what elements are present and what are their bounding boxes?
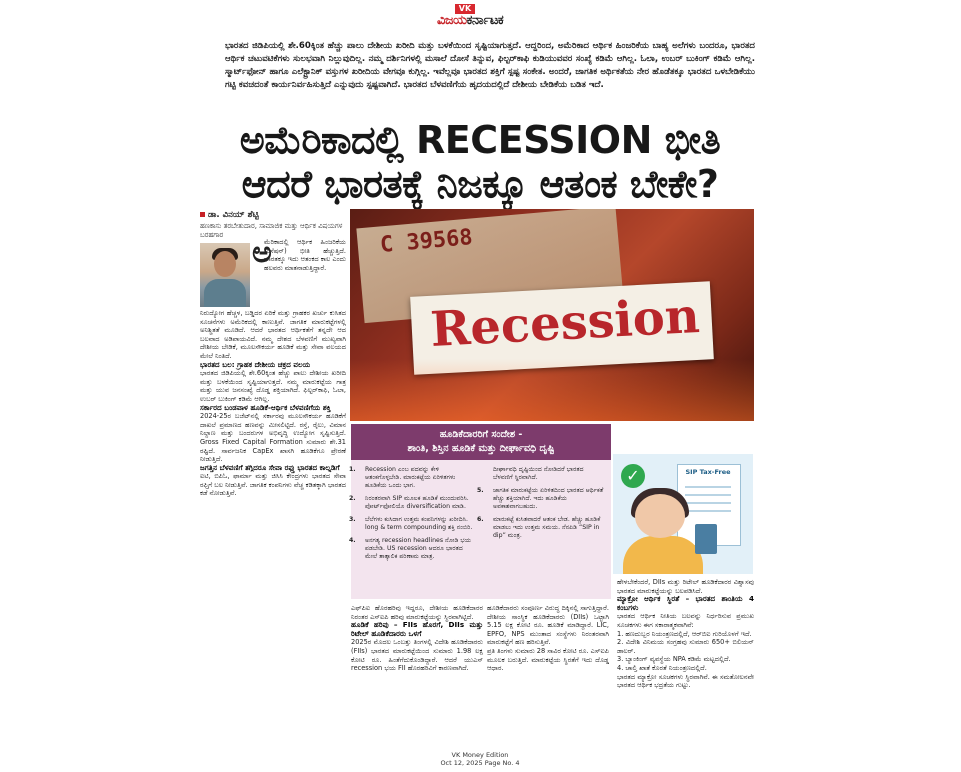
list-item: 2. ವಿದೇಶಿ ವಿನಿಮಯ ಸಂಗ್ರಹವು ಸುಮಾರು 650+ ಬಿಲಿಯನ್ ಡಾಲರ್. <box>617 638 754 655</box>
tips-left-column <box>349 466 477 566</box>
sip-illustration <box>613 454 753 574</box>
author-byline <box>200 210 345 240</box>
subheading: ಹೂಡಿಕೆ ಹರಿವು – FIIs ಹೊರಗೆ, DIIs ಮತ್ತು ರಿಟೇಲ್ ಹೂಡಿಕೆದಾರರು ಒಳಗೆ <box>351 620 483 638</box>
tip-item: 6. ಮಾರುಕಟ್ಟೆ ಕುಸಿತವಾದರೆ ಆತಂಕ ಬೇಡ. ಹೆಚ್ಚು ಹೂಡಿಕೆ ಮಾಡಲು ಇದು ಉತ್ತಮ ಸಮಯ. ನೆನಪಿಡಿ “SIP in dip” ಮಂತ್ರ. <box>477 516 601 539</box>
author-photo <box>200 243 250 307</box>
headline-line-1: ಅಮೆರಿಕಾದಲ್ಲಿ RECESSION ಭೀತಿ <box>239 118 721 162</box>
tips-heading: ಹೂಡಿಕೆದಾರರಿಗೆ ಸಂದೇಶ - ಶಾಂತಿ, ಶಿಸ್ತಿನ ಹೂಡಿಕೆ ಮತ್ತು ದೀರ್ಘಾವಧಿ ದೃಷ್ಟಿ <box>351 424 611 460</box>
recession-word: Recession <box>429 287 701 359</box>
page-footer <box>430 752 530 767</box>
edition-label: VK Money Edition <box>451 751 509 759</box>
subheading: ಭಾರತದ ಬಲ: ಗ್ರಾಹಕ ದೇಶೀಯ ಚಕ್ರದ ವಲಯ <box>200 359 311 369</box>
tip-item: 3. ಬೆಲೆಗಳು ಕುಸಿದಾಗ ಉತ್ತಮ ಕಂಪನಿಗಳನ್ನು ಖರೀದಿಸಿ. long & term compounding ಶಕ್ತಿ ನಂಬಿರಿ. <box>349 516 473 531</box>
article-lead-text: ಮೆರಿಕಾದಲ್ಲಿ ಆರ್ಥಿಕ ಹಿಂಜರಿಕೆಯ (ರಿಸೆಷನ್) ಭೀತಿ ಹೆಚ್ಚುತ್ತಿದೆ. ಭಾರತಕ್ಕೂ ಇದು ಆತಂಕದ ಕಾಲ ಎಂದು ಹಲವರು ಮಾತನಾಡುತ್ತಿದ್ದಾರೆ. <box>264 238 346 272</box>
sip-label: SIP Tax-Free <box>685 468 731 476</box>
paragraph: ಭಾರತದ ಮ್ಯಾಕ್ರೋ ಸೂಚಕಗಳು ಸ್ಥಿರವಾಗಿವೆ. ಈ ಸಮತೋಲನವೇ ಭಾರತದ ಆರ್ಥಿಕ ಭದ್ರತೆಯ ಗುಟ್ಟು. <box>617 672 754 690</box>
recession-photo <box>350 209 754 421</box>
checkmark-icon: ✓ <box>621 464 645 488</box>
logo-wordmark <box>437 13 503 28</box>
paragraph: ಪ್ರತಿ ತಿಂಗಳು ಸುಮಾರು 28 ಸಾವಿರ ಕೋಟಿ ರೂ. ಎಸ್‌ಐಪಿ ಮೂಲಕ ಬರುತ್ತಿದೆ. ಮಾರುಕಟ್ಟೆಯ ಸ್ಥಿರತೆಗೆ ಇದು ದೊಡ್ಡ ಆಧಾರ. <box>487 646 609 673</box>
investor-tips-box <box>351 424 611 599</box>
paragraph: ಎಫ್‌ಪಿಐ ಹೊರಹರಿವು ಇದ್ದರೂ, ದೇಶೀಯ ಹೂಡಿಕೆದಾರರ ನಿರಂತರ ಎಸ್‌ಐಪಿ ಹರಿವು ಮಾರುಕಟ್ಟೆಯನ್ನು ಸ್ಥಿರವಾಗಿಟ್ಟಿದೆ. <box>351 604 483 621</box>
tips-right-column <box>477 466 605 545</box>
article-column-3 <box>487 604 609 759</box>
logo-name-b: ಕರ್ನಾಟಕ <box>466 13 504 28</box>
logo-vk-badge: VK <box>455 4 475 14</box>
paragraph: ನಿರುದ್ಯೋಗ ಹೆಚ್ಚಳ, ಬಡ್ಡಿದರ ಏರಿಕೆ ಮತ್ತು ಗ್ರಾಹಕರ ಖರ್ಚು ಕುಸಿತದ ಸೂಚನೆಗಳು ಅಮೆರಿಕದಲ್ಲಿ ಕಾಣುತ್ತಿವೆ. ಜಾಗತಿಕ ಮಾರುಕಟ್ಟೆಗಳಲ್ಲಿ ಅನಿಶ್ಚಿತತೆ ಮೂಡಿದೆ. ಆದರೆ ಭಾರತದ ಆರ್ಥಿಕತೆಗೆ ತನ್ನದೇ ಆದ ಬಲವಾದ ಅಡಿಪಾಯವಿದೆ. ನಮ್ಮ ದೇಶದ ಬೆಳವಣಿಗೆ ಮುಖ್ಯವಾಗಿ ದೇಶೀಯ ಬೇಡಿಕೆ, ಮೂಲಸೌಕರ್ಯ ಹೂಡಿಕೆ ಮತ್ತು ಸೇವಾ ವಲಯದ ಮೇಲೆ ನಿಂತಿದೆ. <box>200 309 346 360</box>
tip-item: 1. Recession ಎಂಬ ಪದವನ್ನು ಕೇಳಿ ಆತಂಕಗೊಳ್ಳಬೇಡಿ. ಮಾರುಕಟ್ಟೆಯ ಏರಿಳಿತಗಳು ಹೂಡಿಕೆಯ ಒಂದು ಭಾಗ. <box>349 466 456 489</box>
list-item: 1. ಹಣದುಬ್ಬರ ನಿಯಂತ್ರಣದಲ್ಲಿದೆ, ಆರ್‌ಬಿಐ ಗುರಿಯೊಳಗೆ ಇದೆ. <box>617 629 752 638</box>
tip-item: 2. ನಿರಂತರವಾಗಿ SIP ಮೂಲಕ ಹೂಡಿಕೆ ಮುಂದುವರಿಸಿ. ಪೋರ್ಟ್‌ಫೋಲಿಯೊ diversification ಮಾಡಿ. <box>349 495 469 510</box>
logo-name-a: ವಿಜಯ <box>437 13 467 28</box>
tip-item: ದೀರ್ಘಾವಧಿ ದೃಷ್ಟಿಯಿಂದ ನೋಡಿದರೆ ಭಾರತದ ಬೆಳವಣಿಗೆ ಸ್ಥಿರವಾಗಿದೆ. <box>493 466 584 481</box>
banknote-serial: C 39568 <box>379 225 474 258</box>
list-item: 3. ಬ್ಯಾಂಕಿಂಗ್ ವ್ಯವಸ್ಥೆಯ NPA ಕಡಿಮೆ ಮಟ್ಟದಲ್ಲಿದೆ. <box>617 655 731 664</box>
woman-figure <box>623 536 703 574</box>
author-description: ಹಣಕಾಸು ತರಬೇತುದಾರ, ಸಾಮಾಜಿಕ ಮತ್ತು ಆರ್ಥಿಕ ವಿಷಯಗಳ ಬರಹಗಾರ <box>200 222 343 239</box>
date-page-label: Oct 12, 2025 Page No. 4 <box>440 758 520 767</box>
paragraph: 2024-25ರ ಬಜೆಟ್‌ನಲ್ಲಿ ಸರ್ಕಾರವು ಮೂಲಸೌಕರ್ಯ ಹೂಡಿಕೆಗೆ ದಾಖಲೆ ಪ್ರಮಾಣದ ಹಣವನ್ನು ಮೀಸಲಿಟ್ಟಿದೆ. ರಸ್ತೆ, ರೈಲು, ವಿಮಾನ ನಿಲ್ದಾಣ ಮತ್ತು ಬಂದರುಗಳ ಅಭಿವೃದ್ಧಿ ಉದ್ಯೋಗ ಸೃಷ್ಟಿಸುತ್ತಿದೆ. Gross Fixed Capital Formation ಸುಮಾರು ಶೇ.31 ರಷ್ಟಿದೆ. ಸಾರ್ವಜನಿಕ CapEx ಖಾಸಗಿ ಹೂಡಿಕೆಗೂ ಪ್ರೇರಣೆ ನೀಡುತ್ತಿದೆ. <box>200 412 346 464</box>
fire-glow <box>350 359 754 421</box>
tip-item: 4. ಅನಗತ್ಯ recession headlines ನೋಡಿ ಭಯ ಪಡಬೇಡಿ. US recession ಆದರೂ ಭಾರತದ ಮೇಲೆ ತಾತ್ಕಾಲಿಕ ಪರಿಣಾಮ ಮಾತ್ರ. <box>349 537 472 560</box>
paragraph: ಹೂಡಿಕೆದಾರರು ಸಂಪೂರ್ಣ ವಿರುದ್ಧ ದಿಕ್ಕಿನಲ್ಲಿ ಸಾಗುತ್ತಿದ್ದಾರೆ. ದೇಶೀಯ ಸಾಂಸ್ಥಿಕ ಹೂಡಿಕೆದಾರರು (DIIs) ಒಟ್ಟಾಗಿ 5.15 ಲಕ್ಷ ಕೋಟಿ ರೂ. ಹೂಡಿಕೆ ಮಾಡಿದ್ದಾರೆ. LIC, EPFO, NPS ಮುಂತಾದ ಸಂಸ್ಥೆಗಳು ನಿರಂತರವಾಗಿ ಮಾರುಕಟ್ಟೆಗೆ ಹಣ ಹರಿಸುತ್ತಿವೆ. <box>487 604 609 647</box>
article-column-2 <box>351 604 483 759</box>
masthead-logo <box>437 4 527 32</box>
list-item: 4. ಚಾಲ್ತಿ ಖಾತೆ ಕೊರತೆ ನಿಯಂತ್ರಣದಲ್ಲಿದೆ. <box>617 663 707 672</box>
article-column-4 <box>617 578 754 758</box>
calculator-icon <box>695 524 717 554</box>
paragraph: ಭಾರತದ ಜಿಡಿಪಿಯಲ್ಲಿ ಶೇ.60ಕ್ಕಿಂತ ಹೆಚ್ಚು ಪಾಲು ದೇಶೀಯ ಖರೀದಿ ಮತ್ತು ಬಳಕೆಯಿಂದ ಸೃಷ್ಟಿಯಾಗುತ್ತದೆ. ನಮ್ಮ ಮಾರುಕಟ್ಟೆಯ ಗಾತ್ರ ಮತ್ತು ಯುವ ಜನಸಂಖ್ಯೆ ದೊಡ್ಡ ಶಕ್ತಿಯಾಗಿದೆ. ಫಿಲ್ಟರ್‌ಕಾಫಿ, ಓಲಾ, ಉಬರ್ ಬುಕಿಂಗ್ ಕಡಿಮೆ ಆಗಿಲ್ಲ. <box>200 369 346 403</box>
subheading: ಜಗತ್ತಿನ ಬೆಳವಣಿಗೆ ತಗ್ಗಿದರೂ ಸೇವಾ ರಫ್ತು ಭಾರತದ ಕಾಲ್ನಡಿಗೆ <box>200 462 340 472</box>
tip-item: 5. ಜಾಗತಿಕ ಮಾರುಕಟ್ಟೆಯ ಏರಿಳಿತದಿಂದ ಭಾರತದ ಆರ್ಥಿಕತೆ ಹೆಚ್ಚು ಶಕ್ತಿಯಾಗಿದೆ. ಇದು ಹೂಡಿಕೆಯ ಅವಕಾಶವಾಗಬಹುದು. <box>477 487 604 510</box>
headline-line-2: ಆದರೆ ಭಾರತಕ್ಕೆ ನಿಜಕ್ಕೂ ಆತಂಕ ಬೇಕೇ? <box>241 162 719 206</box>
article-column-1 <box>200 309 346 759</box>
paragraph: ಭಾರತದ ಆರ್ಥಿಕ ನೀತಿಯ ಬಲವನ್ನು ನಿರ್ಧರಿಸುವ ಪ್ರಮುಖ ಸೂಚಕಗಳು ಈಗ ಸಕಾರಾತ್ಮಕವಾಗಿವೆ: <box>617 612 754 629</box>
author-name: ಡಾ. ವಿನಯ್ ಶೆಟ್ಟಿ <box>200 210 345 220</box>
paragraph: 2025ರ ಮೊದಲ ಒಂಬತ್ತು ತಿಂಗಳಲ್ಲಿ ವಿದೇಶಿ ಹೂಡಿಕೆದಾರರು (FIIs) ಭಾರತದ ಮಾರುಕಟ್ಟೆಯಿಂದ ಸುಮಾರು 1.98 ಲಕ್ಷ ಕೋಟಿ ರೂ. ಹಿಂತೆಗೆದುಕೊಂಡಿದ್ದಾರೆ. ಆದರೆ ಯುಎಸ್ recession ಭಯ FII ಹೊರಹರಿವಿಗೆ ಕಾರಣವಾಗಿದೆ. <box>351 638 483 673</box>
drop-cap: ಅ <box>252 235 272 270</box>
subheading: ಮ್ಯಾಕ್ರೋ ಆರ್ಥಿಕ ಸ್ಥಿರತೆ – ಭಾರತದ ಶಾಂತಿಯ 4 ಕಂಬಗಳು <box>617 594 754 612</box>
subheading: ಸರ್ಕಾರದ ಬಂಡವಾಳ ಹೂಡಿಕೆ-ಆರ್ಥಿಕ ಬೆಳವಣಿಗೆಯ ಶಕ್ತಿ <box>200 402 331 412</box>
paragraph: ಐಟಿ, ಬಿಪಿಓ, ಫಾರ್ಮಾ ಮತ್ತು ಜಿಸಿಸಿ ಕೇಂದ್ರಗಳು ಭಾರತದ ಸೇವಾ ರಫ್ತಿಗೆ ಬಲ ನೀಡುತ್ತಿವೆ. ಜಾಗತಿಕ ಕಂಪನಿಗಳು ವೆಚ್ಚ ಕಡಿತಕ್ಕಾಗಿ ಭಾರತದ ಕಡೆ ನೋಡುತ್ತಿವೆ. <box>200 472 346 498</box>
intro-paragraph: ಭಾರತದ ಜಿಡಿಪಿಯಲ್ಲಿ ಶೇ.60ಕ್ಕಿಂತ ಹೆಚ್ಚು ಪಾಲು ದೇಶೀಯ ಖರೀದಿ ಮತ್ತು ಬಳಕೆಯಿಂದ ಸೃಷ್ಟಿಯಾಗುತ್ತದೆ. ಆದ್ದರಿಂದ, ಅಮೆರಿಕಾದ ಆರ್ಥಿಕ ಹಿಂಜರಿಕೆಯ ಬಾಹ್ಯ ಅಲೆಗಳು ಬಂದರೂ, ಭಾರತದ ಆರ್ಥಿಕ ಚಟುವಟಿಕೆಗಳು ಸುಲಭವಾಗಿ ನಿಲ್ಲುವುದಿಲ್ಲ. ನಮ್ಮ ದರ್ಶಿನಿಗಳಲ್ಲಿ ಮಸಾಲೆ ದೋಸೆ ತಿನ್ನುವ, ಫಿಲ್ಟರ್‌ಕಾಫಿ ಕುಡಿಯುವವರ ಸಂಖ್ಯೆ ಕಡಿಮೆ ಆಗಿಲ್ಲ. ಓಲಾ, ಉಬರ್ ಬುಕಿಂಗ್ ಕಡಿಮೆ ಆಗಿಲ್ಲ. ಸ್ಮಾರ್ಟ್‌ಫೋನ್ ಹಾಗೂ ಎಲೆಕ್ಟ್ರಾನಿಕ್ ವಸ್ತುಗಳ ಖರೀದಿಯ ವೇಗವೂ ಕುಗ್ಗಿಲ್ಲ. ಇವೆಲ್ಲವೂ ಭಾರತದ ಶಕ್ತಿಗೆ ಸ್ಪಷ್ಟ ಸಂಕೇತ. ಅಂದರೆ, ಜಾಗತಿಕ ಅರ್ಥಿಕತೆಯ ನೇರ ಹೊಡೆತಕ್ಕೂ ಭಾರತದ ಒಳಬೇಡಿಕೆಯು ಗಟ್ಟಿ ಕವಚದಂತೆ ಕಾರ್ಯನಿರ್ವಹಿಸುತ್ತಿದೆ ಎನ್ನುವುದು ಸ್ಪಷ್ಟವಾಗಿದೆ. ಭಾರತದ ಬೆಳವಣಿಗೆಯ ಹೃದಯದಲ್ಲಿದೆ ದೇಶೀಯ ಬೇಡಿಕೆಯ ಬಡಿತ ಇದೆ. <box>225 41 755 90</box>
bullet-square-icon <box>200 212 205 217</box>
paragraph: ಹೇಳಬೇಕೆಂದರೆ, DIIs ಮತ್ತು ರಿಟೇಲ್ ಹೂಡಿಕೆದಾರರ ವಿಶ್ವಾಸವು ಭಾರತದ ಮಾರುಕಟ್ಟೆಯನ್ನು ಬಲಪಡಿಸಿದೆ. <box>617 578 754 595</box>
